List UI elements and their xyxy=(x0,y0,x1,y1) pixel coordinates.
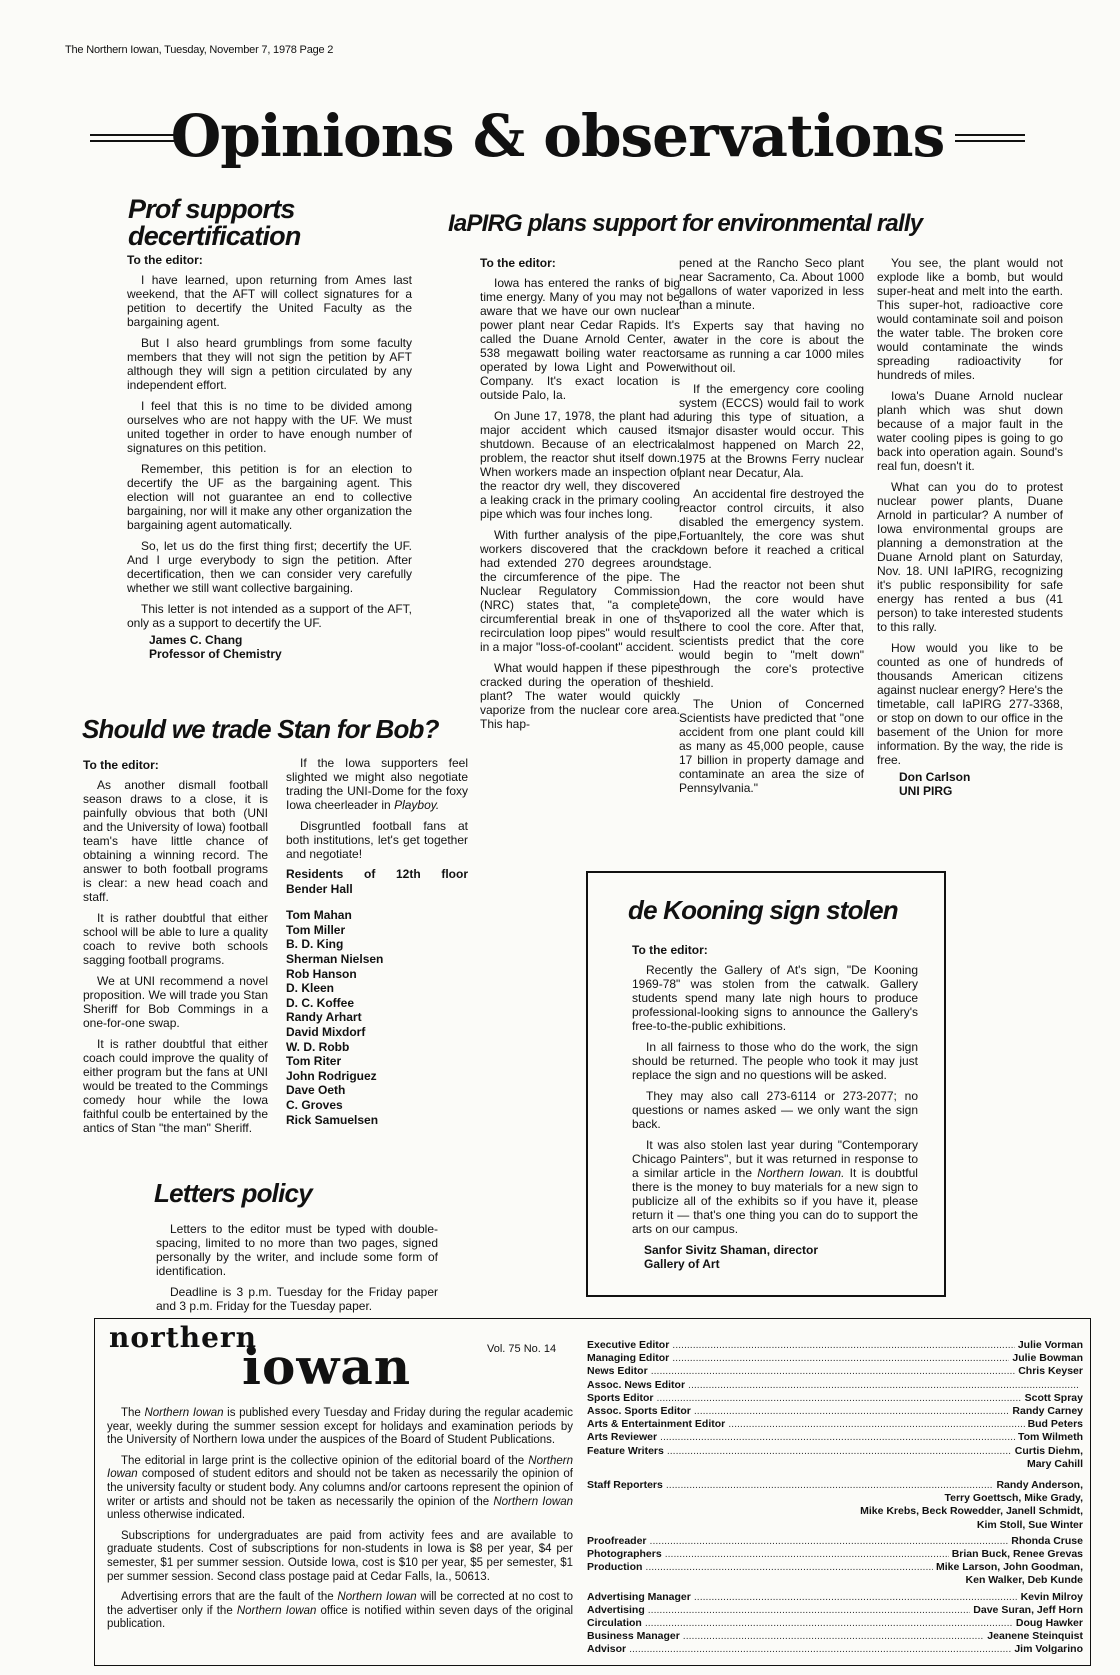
headline: IaPIRG plans support for environmental rally xyxy=(448,210,923,237)
paragraph: This letter is not intended as a support of the AFT, only as a support to decertify the UF. xyxy=(127,602,412,630)
paragraph: I have learned, upon returning from Ames last weekend, that the AFT will collect signatures for a petition to decertify the United Faculty as the bargaining agent. xyxy=(127,273,412,329)
signer: D. C. Koffee xyxy=(286,995,355,1010)
signer: Sherman Nielsen xyxy=(286,951,384,966)
leader-dots xyxy=(645,1561,933,1574)
staff-role: Executive Editor xyxy=(587,1339,670,1351)
signature-title: Gallery of Art xyxy=(644,1257,720,1271)
banner-title: Opinions & observations xyxy=(170,102,945,170)
staff-name: Jeanene Steinquist xyxy=(987,1630,1083,1643)
masthead-logo-bottom: iowan xyxy=(242,1337,412,1396)
staff-role: Circulation xyxy=(587,1617,642,1630)
staff-name-continued: Mary Cahill xyxy=(1026,1457,1083,1470)
paragraph: pened at the Rancho Seco plant near Sacramento, Ca. About 1000 gallons of water vaporized in less than a minute. xyxy=(679,256,864,312)
publication-name: Northern Iowan xyxy=(107,1454,574,1481)
signer: B. D. King xyxy=(286,937,344,952)
running-head: The Northern Iowan, Tuesday, November 7, 1978 Page 2 xyxy=(65,44,334,56)
signer: C. Groves xyxy=(286,1097,343,1112)
letter4-body xyxy=(632,943,918,1271)
staff-name: Bud Peters xyxy=(1027,1418,1083,1431)
publication-name: Northern Iowan xyxy=(236,1604,317,1617)
paragraph: What can you do to protest nuclear power plants, Duane Arnold in particular? A number of Iowa environmental groups are planning a demonstration at the Duane Arnold plant on Saturday, Nov. 18. UNI IaPIRG, recognizing it's public responsibility for safe energy has rented a bus (41 person) to take interested students to this rally. xyxy=(877,480,1063,634)
staff-role: Feature Writers xyxy=(587,1444,664,1457)
staff-row xyxy=(587,1591,1083,1604)
paragraph: How would you like to be counted as one of hundreds of thousands American citizens against nuclear energy? Here's the timetable, call IaPIRG 277-3368, or stop on down to our office in the basement of the Union for more information. By the way, the ride is free. xyxy=(877,641,1063,767)
paragraph: I feel that this is no time to be divided among ourselves who are not happy with the UF. We must united together in order to have enough number of signatures on this petition. xyxy=(127,399,412,455)
paragraph: They may also call 273-6114 or 273-2077; no questions or names asked — we only want the sign back. xyxy=(632,1089,918,1131)
leader-dots xyxy=(657,1392,1022,1405)
staff-role: Managing Editor xyxy=(587,1352,670,1365)
staff-name: Dave Suran, Jeff Horn xyxy=(973,1603,1083,1616)
text: The xyxy=(121,1407,141,1419)
signer: John Rodriguez xyxy=(286,1068,377,1083)
signers-group: Residents of 12th floor xyxy=(286,867,468,881)
paragraph: As another dismall football season draws to a close, it is painfully obvious that both (UNI and the University of Iowa) football team's have little chance of obtaining a winning record. The answer to both football programs is clear: a new head coach and staff. xyxy=(83,778,268,904)
staff-name-continued: Ken Walker, Deb Kunde xyxy=(965,1574,1083,1587)
staff-name: Mike Larson, John Goodman, xyxy=(935,1561,1083,1574)
paragraph: It is rather doubtful that either school will be able to lure a quality coach to revive both schools sagging football programs. xyxy=(83,911,268,967)
subscription-info: Subscriptions for undergraduates are paid from activity fees and are available to graduate students. Cost of subscriptions for non-students in Iowa is $8 per year, $4 per semester, $1 per summer session. Outside Iowa, cost is $10 per year, $5 per semester, $1 per summer session. Second class postage paid at Cedar Falls, Ia., 50613. xyxy=(107,1529,573,1583)
staff-role: Production xyxy=(587,1561,643,1574)
salutation: To the editor: xyxy=(83,758,159,772)
paragraph: Deadline is 3 p.m. Tuesday for the Friday paper and 3 p.m. Friday for the Tuesday paper. xyxy=(156,1285,438,1313)
letter3-col1 xyxy=(83,758,268,1142)
publication-name: Northern Iowan xyxy=(337,1591,417,1604)
paragraph: If the emergency core cooling system (ECCS) would fail to work during this type of situation, a major disaster would occur. This almost happened on March 22, 1975 at the Browns Ferry nuclear plant near Decatur, Ala. xyxy=(679,382,864,480)
paragraph-text: It is doubtful there is the money to buy materials for a new sign to publicize all of the exhibits so if you have it, please return it — that's one thing you can do to support the arts on our campus. xyxy=(632,1166,918,1236)
staff-row xyxy=(587,1339,1083,1352)
headline: de Kooning sign stolen xyxy=(628,895,898,925)
publication-name: Northern Iowan. xyxy=(757,1166,845,1180)
letter-prof-supports-decertification xyxy=(128,196,418,250)
staff-row xyxy=(587,1548,1083,1561)
paragraph: What would happen if these pipes cracked during the operation of the plant? The water would quickly vaporize from the nuclear core area. This hap- xyxy=(480,661,680,731)
text: Advertising errors that are the fault of the xyxy=(121,1591,334,1604)
paragraph: Iowa has entered the ranks of big time energy. Many of you may not be aware that we have our own nuclear power plant near Cedar Rapids. It's called the Duane Arnold Center, a 538 megawatt boiling water reactor operated by Iowa Light and Power Company. It's exact location is outside Palo, Ia. xyxy=(480,276,680,402)
staff-row xyxy=(587,1535,1083,1548)
signers-list xyxy=(286,908,468,1127)
text: The editorial in large print is the collective opinion of the editorial board of the xyxy=(121,1454,525,1467)
staff-name-continued: Kim Stoll, Sue Winter xyxy=(976,1518,1083,1531)
masthead-text xyxy=(107,1407,573,1639)
signer: Randy Arhart xyxy=(286,1010,362,1025)
masthead-box xyxy=(94,1318,1091,1666)
publication-name: Northern Iowan xyxy=(144,1407,224,1419)
signature-title: Professor of Chemistry xyxy=(149,647,282,661)
signature xyxy=(632,1243,918,1271)
staff-name-continued: Mike Krebs, Beck Rowedder, Janell Schmidt, xyxy=(860,1505,1083,1518)
staff-row xyxy=(587,1604,1083,1617)
leader-dots xyxy=(694,1405,1010,1418)
staff-row xyxy=(587,1405,1083,1418)
staff-role: Assoc. News Editor xyxy=(587,1378,686,1391)
letters-policy-body xyxy=(156,1222,438,1320)
staff-role: Arts & Entertainment Editor xyxy=(587,1418,726,1431)
staff-row xyxy=(587,1379,1083,1392)
paragraph: So, let us do the first thing first; decertify the UF. And I urge everybody to sign the petition. After decertification, then we can consider very carefully whether we still want collective bargaining. xyxy=(127,539,412,595)
staff-role: Advertising Manager xyxy=(587,1590,691,1603)
signature xyxy=(877,770,1063,798)
staff-name: Brian Buck, Renee Grevas xyxy=(951,1548,1083,1561)
leader-dots xyxy=(650,1535,1009,1548)
staff-name: Tom Wilmeth xyxy=(1017,1431,1083,1444)
paragraph: But I also heard grumblings from some faculty members that they will not sign the petition by AFT although they will sign a petition circulated by any independent effort. xyxy=(127,336,412,392)
staff-box xyxy=(587,1339,1083,1657)
leader-dots xyxy=(651,1365,1016,1378)
paragraph: With further analysis of the pipe, workers discovered that the crack had extended 270 degrees around the circumference of the pipe. The Nuclear Regulatory Commission (NRC) states that, "a complete circumferential break in one of ths recirculation loop pipes" would result in a major "loss-of-coolant" accident. xyxy=(480,528,680,654)
paragraph: In all fairness to those who do the work, the sign should be returned. The people who took it may just replace the sign and no questions will be asked. xyxy=(632,1040,918,1082)
salutation: To the editor: xyxy=(127,253,203,267)
staff-name: Curtis Diehm, xyxy=(1014,1444,1083,1457)
staff-role: Arts Reviewer xyxy=(587,1431,658,1444)
text: office is notified within seven days of the original publication. xyxy=(107,1604,574,1631)
text: will be corrected at no cost to the advertiser only if the xyxy=(107,1591,574,1617)
spacer xyxy=(587,1471,1083,1479)
paragraph: Iowa's Duane Arnold nuclear planh which was shut down because of a major fault in the water cooling pipes is going to go back into operation again. Sound's real fun, doesn't it. xyxy=(877,389,1063,473)
staff-row xyxy=(587,1445,1083,1458)
staff-name: Chris Keyser xyxy=(1018,1365,1083,1378)
staff-name: Randy Anderson, xyxy=(996,1479,1083,1492)
signer: Tom Mahan xyxy=(286,908,352,923)
letter2-col1 xyxy=(480,256,680,738)
letter3-col2 xyxy=(286,756,468,1127)
leader-dots xyxy=(688,1379,1080,1392)
paragraph-text: If the Iowa supporters feel slighted we might also negotiate trading the UNI-Dome for the foxy Iowa cheerleader in xyxy=(286,756,468,812)
leader-dots xyxy=(645,1617,1013,1630)
paragraph: An accidental fire destroyed the reactor control circuits, it also disabled the emergency system. Fortuanltely, the core was shut down before it reached a critical stage. xyxy=(679,487,864,571)
staff-role: Sports Editor xyxy=(587,1391,654,1404)
paragraph: The Union of Concerned Scientists have predicted that "one accident from one plant could kill as many as 45,000 people, cause 17 billion in property damage and contaminate an area the size of Pennsylvania." xyxy=(679,697,864,795)
staff-role: Photographers xyxy=(587,1548,662,1561)
leader-dots xyxy=(666,1479,994,1492)
staff-name: Julie Vorman xyxy=(1017,1339,1083,1351)
salutation: To the editor: xyxy=(632,943,708,957)
letter-de-kooning-box xyxy=(586,871,946,1297)
leader-dots xyxy=(660,1431,1015,1444)
staff-name: Julie Bowman xyxy=(1012,1352,1083,1365)
signer: Rob Hanson xyxy=(286,966,357,981)
staff-row xyxy=(587,1643,1083,1656)
text: is published every Tuesday and Friday during the regular academic year, weekly during the summer session except for holidays and examination periods by the University of Northern Iowa under the auspices of the Board of Student Publications. xyxy=(107,1407,573,1447)
staff-role: Business Manager xyxy=(587,1630,680,1643)
leader-dots xyxy=(665,1548,949,1561)
headline xyxy=(128,196,418,250)
leader-dots xyxy=(629,1643,1011,1656)
paragraph: We at UNI recommend a novel proposition. We will trade you Stan Sheriff for Bob Commings in a one-for-one swap. xyxy=(83,974,268,1030)
paragraph: On June 17, 1978, the plant had a major accident which caused its shutdown. Because of an electrical problem, the reactor shut itself down. When workers made an inspection of the reactor dry well, they discovered a leaking crack in the primary cooling pipe which was four inches long. xyxy=(480,409,680,521)
signers-heading xyxy=(286,867,468,896)
paragraph: It is rather doubtful that either coach could improve the quality of either program but the fans at UNI would be treated to the Commings comedy hour while the Iowa faithful coulb be entertained by the antics of Stan "the man" Sheriff. xyxy=(83,1037,268,1135)
signature-name: Sanfor Sivitz Shaman, director xyxy=(644,1243,819,1257)
signature-title: UNI PIRG xyxy=(899,784,953,798)
leader-dots xyxy=(672,1352,1009,1365)
staff-role: Staff Reporters xyxy=(587,1479,663,1492)
headline: Should we trade Stan for Bob? xyxy=(82,714,439,744)
staff-row xyxy=(587,1617,1083,1630)
signer: Rick Samuelsen xyxy=(286,1112,379,1127)
text: composed of student editors and should not be taken as necessarily the opinion of the university faculty or student body. Any columns and/or cartoons represent the opinion of writer or artists and should not be taken as necessarily the opinion of the xyxy=(107,1468,573,1508)
signature xyxy=(127,633,412,661)
headline: Letters policy xyxy=(154,1178,312,1208)
leader-dots xyxy=(694,1591,1018,1604)
signers-location: Bender Hall xyxy=(286,881,353,896)
signature-name: Don Carlson xyxy=(899,770,971,784)
staff-row xyxy=(587,1561,1083,1574)
paragraph: Remember, this petition is for an election to decertify the UF as the bargaining agent. This election will not guarantee an end to collective bargaining, nor will it make any other organization the bargaining agent automatically. xyxy=(127,462,412,532)
section-banner xyxy=(60,98,1055,174)
magazine-name: Playboy. xyxy=(394,798,440,812)
staff-name-continued: Terry Goettsch, Mike Grady, xyxy=(944,1492,1083,1505)
signer: D. Kleen xyxy=(286,981,335,996)
staff-name: Rhonda Cruse xyxy=(1011,1534,1083,1547)
staff-role: Assoc. Sports Editor xyxy=(587,1405,691,1418)
headline-line: decertification xyxy=(128,221,301,251)
publication-name: Northern Iowan xyxy=(493,1495,573,1508)
letter2-col2 xyxy=(679,256,864,802)
signer: Tom Miller xyxy=(286,922,346,937)
leader-dots xyxy=(667,1445,1012,1458)
staff-name: Jim Volgarino xyxy=(1014,1643,1083,1656)
staff-name: Randy Carney xyxy=(1012,1405,1083,1418)
masthead-logo-top: northern xyxy=(109,1321,257,1354)
volume-number: Vol. 75 No. 14 xyxy=(487,1343,557,1355)
staff-row xyxy=(587,1418,1083,1431)
leader-dots xyxy=(728,1418,1024,1431)
text: unless otherwise indicated. xyxy=(107,1509,246,1522)
signer: David Mixdorf xyxy=(286,1024,366,1039)
leader-dots xyxy=(683,1630,985,1643)
staff-role: News Editor xyxy=(587,1365,648,1378)
staff-role: Advertising xyxy=(587,1603,645,1616)
salutation: To the editor: xyxy=(480,256,556,270)
headline-line: Prof supports xyxy=(128,194,295,224)
staff-name: Scott Spray xyxy=(1024,1391,1083,1404)
staff-row xyxy=(587,1479,1083,1492)
staff-row xyxy=(587,1630,1083,1643)
signer: Tom Riter xyxy=(286,1054,342,1069)
staff-row xyxy=(587,1352,1083,1365)
paragraph: Recently the Gallery of At's sign, "De Kooning 1969-78" was stolen from the catwalk. Gallery students spend many late nigh hours to produce professional-looking signs to announce the Gallery's free-to-the-public exhibitions. xyxy=(632,963,918,1033)
paragraph: Had the reactor not been shut down, the core would have vaporized all the water which is there to cool the core. After that, scientists predict that the core would begin to "melt down" through the core's protective shield. xyxy=(679,578,864,690)
staff-role: Proofreader xyxy=(587,1534,647,1547)
staff-role: Advisor xyxy=(587,1643,627,1656)
signature-name: James C. Chang xyxy=(149,633,243,647)
letter2-col3 xyxy=(877,256,1063,798)
leader-dots xyxy=(648,1604,971,1617)
letter1-body xyxy=(127,253,412,661)
staff-name: Kevin Milroy xyxy=(1020,1590,1083,1603)
paragraph: Disgruntled football fans at both institutions, let's get together and negotiate! xyxy=(286,819,468,861)
staff-row xyxy=(587,1431,1083,1444)
staff-row xyxy=(587,1392,1083,1405)
staff-name: Doug Hawker xyxy=(1015,1617,1083,1630)
paragraph: You see, the plant would not explode like a bomb, but would super-heat and melt into the earth. This super-hot, radioactive core would contaminate soil and poison the water table. The broken core would contaminate the winds spreading radioactivity for hundreds of miles. xyxy=(877,256,1063,382)
signer: Dave Oeth xyxy=(286,1083,346,1098)
paragraph: Letters to the editor must be typed with double-spacing, limited to no more than two pages, signed personally by the writer, and include some form of identification. xyxy=(156,1222,438,1278)
paragraph-text: It was also stolen last year during "Contemporary Chicago Painters", but it was returned in response to a similar article in the xyxy=(632,1138,918,1180)
leader-dots xyxy=(672,1339,1015,1352)
paragraph: Experts say that having no water in the core is about the same as running a car 1000 miles without oil. xyxy=(679,319,864,375)
staff-row xyxy=(587,1365,1083,1378)
signer: W. D. Robb xyxy=(286,1039,350,1054)
